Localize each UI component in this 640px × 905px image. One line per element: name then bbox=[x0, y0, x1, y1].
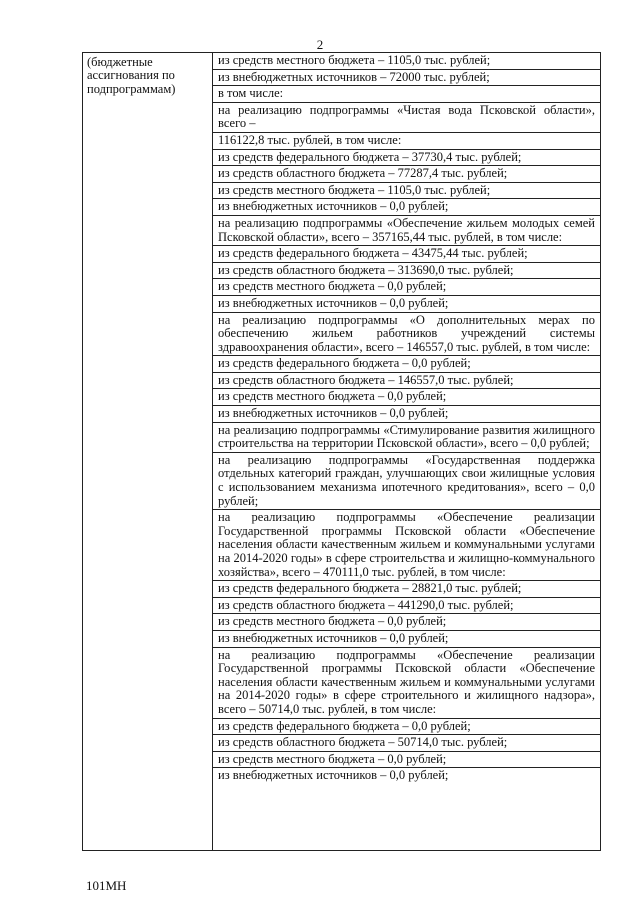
table-row: из средств федерального бюджета – 0,0 рублей; bbox=[213, 356, 600, 373]
table-row: на реализацию подпрограммы «Обеспечение реализации Государственной программы Псковской области «Обеспечение населения области качественным жильем и коммунальными услугами на 2014-2020 годы» в сфере строительного и жилищного надзора», всего – 50714,0 тыс. рублей, в том числе: bbox=[213, 648, 600, 719]
table-row: из средств федерального бюджета – 43475,44 тыс. рублей; bbox=[213, 246, 600, 263]
table-row: из внебюджетных источников – 72000 тыс. рублей; bbox=[213, 70, 600, 87]
table-row: из средств местного бюджета – 0,0 рублей; bbox=[213, 389, 600, 406]
table-row: на реализацию подпрограммы «О дополнительных мерах по обеспечению жильем работников учреждений системы здравоохранения области», всего – 146557,0 тыс. рублей, в том числе: bbox=[213, 313, 600, 357]
table-row: из внебюджетных источников – 0,0 рублей; bbox=[213, 406, 600, 423]
table-row: из средств областного бюджета – 441290,0 тыс. рублей; bbox=[213, 598, 600, 615]
table-row: из средств местного бюджета – 1105,0 тыс. рублей; bbox=[213, 53, 600, 70]
table-row: из средств областного бюджета – 146557,0 тыс. рублей; bbox=[213, 373, 600, 390]
table-row: из средств областного бюджета – 77287,4 тыс. рублей; bbox=[213, 166, 600, 183]
table-row: из внебюджетных источников – 0,0 рублей; bbox=[213, 296, 600, 313]
table-row: из внебюджетных источников – 0,0 рублей; bbox=[213, 199, 600, 216]
table-row: на реализацию подпрограммы «Чистая вода Псковской области», всего – bbox=[213, 103, 600, 133]
table-row: из средств областного бюджета – 313690,0 тыс. рублей; bbox=[213, 263, 600, 280]
table-row: из внебюджетных источников – 0,0 рублей; bbox=[218, 768, 449, 783]
table-row: 116122,8 тыс. рублей, в том числе: bbox=[213, 133, 600, 150]
table-row: в том числе: bbox=[213, 86, 600, 103]
table-row: из внебюджетных источников – 0,0 рублей; bbox=[213, 631, 600, 648]
table-row: на реализацию подпрограммы «Государственная поддержка отдельных категорий граждан, улучшающих свои жилищные условия с использованием механизма ипотечного кредитования», всего – 0,0 рублей; bbox=[213, 453, 600, 510]
table-row: из средств местного бюджета – 0,0 рублей; bbox=[213, 614, 600, 631]
table-row: из средств федерального бюджета – 28821,0 тыс. рублей; bbox=[213, 581, 600, 598]
page-number: 2 bbox=[316, 37, 324, 52]
table-row: на реализацию подпрограммы «Обеспечение жильем молодых семей Псковской области», всего – 357165,44 тыс. рублей, в том числе: bbox=[213, 216, 600, 246]
table-row: из средств местного бюджета – 0,0 рублей; bbox=[213, 279, 600, 296]
table-row: из средств федерального бюджета – 0,0 рублей; bbox=[213, 719, 600, 736]
right-column bbox=[213, 53, 600, 850]
table-row: из средств федерального бюджета – 37730,4 тыс. рублей; bbox=[213, 150, 600, 167]
left-column-label: (бюджетные ассигнования по подпрограммам) bbox=[83, 53, 213, 850]
budget-table bbox=[82, 52, 601, 851]
document-code: 101МН bbox=[86, 878, 127, 893]
table-row: из средств местного бюджета – 0,0 рублей; bbox=[213, 752, 600, 769]
table-row: из средств местного бюджета – 1105,0 тыс. рублей; bbox=[213, 183, 600, 200]
table-row: на реализацию подпрограммы «Стимулирование развития жилищного строительства на территории Псковской области», всего – 0,0 рублей; bbox=[213, 423, 600, 453]
table-row: на реализацию подпрограммы «Обеспечение реализации Государственной программы Псковской области «Обеспечение населения области качественным жильем и коммунальными услугами на 2014-2020 годы» в сфере строительства и жилищно-коммунального хозяйства», всего – 470111,0 тыс. рублей, в том числе: bbox=[213, 510, 600, 581]
table-row: из средств областного бюджета – 50714,0 тыс. рублей; bbox=[213, 735, 600, 752]
